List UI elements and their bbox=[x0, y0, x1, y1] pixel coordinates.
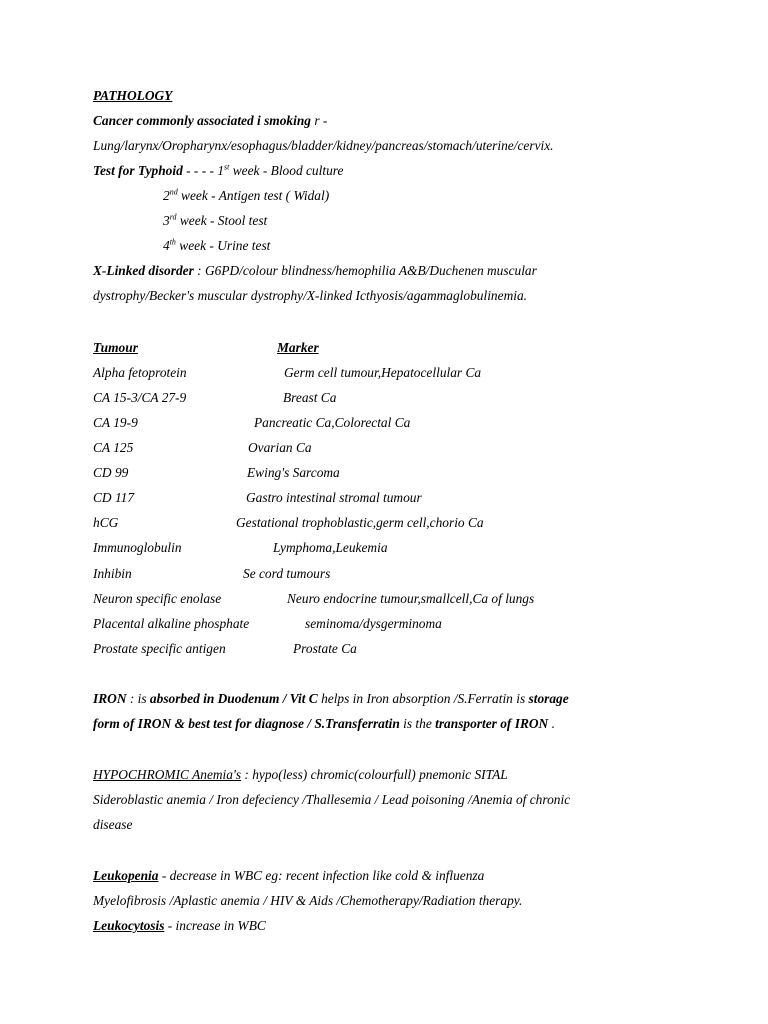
iron-text: is the bbox=[399, 716, 436, 731]
table-cell-marker: Alpha fetoprotein bbox=[93, 365, 187, 380]
typhoid-week-num: 1 bbox=[217, 163, 225, 178]
leukopenia-line bbox=[93, 868, 484, 884]
table-cell-tumour: Breast Ca bbox=[283, 390, 337, 405]
table-cell-tumour: Prostate Ca bbox=[293, 641, 357, 656]
leukopenia-rest: - decrease in WBC eg: recent infection like cold & influenza bbox=[158, 868, 485, 883]
table-cell-tumour: Ewing's Sarcoma bbox=[247, 465, 340, 480]
xlinked-line2: dystrophy/Becker's muscular dystrophy/X-linked Icthyosis/agammaglobulinemia. bbox=[93, 288, 528, 303]
typhoid-line bbox=[93, 163, 343, 179]
typhoid-week-num: 3 bbox=[163, 213, 170, 228]
xlinked-line1: : G6PD/colour blindness/hemophilia A&B/Duchenen muscular bbox=[193, 263, 537, 278]
iron-text: : is bbox=[126, 691, 150, 706]
typhoid-week-num: 4 bbox=[163, 238, 170, 253]
iron-bold-text: absorbed in Duodenum / Vit C bbox=[149, 691, 318, 706]
hypochromic-title: HYPOCHROMIC Anemia's bbox=[93, 767, 242, 782]
table-cell-marker: CA 19-9 bbox=[93, 415, 138, 430]
table-header-col1: Tumour bbox=[93, 340, 138, 355]
iron-line2 bbox=[93, 716, 555, 732]
table-cell-marker: Prostate specific antigen bbox=[93, 641, 226, 656]
typhoid-week-text: week - Blood culture bbox=[229, 163, 344, 178]
table-cell-marker: CA 125 bbox=[93, 440, 134, 455]
table-cell-tumour: Se cord tumours bbox=[243, 566, 331, 581]
leukocytosis-line bbox=[93, 918, 266, 934]
iron-line1 bbox=[93, 691, 569, 707]
hypochromic-rest: : hypo(less) chromic(colourfull) pnemonic SITAL bbox=[241, 767, 508, 782]
hypochromic-line bbox=[93, 767, 508, 783]
table-cell-tumour: Gastro intestinal stromal tumour bbox=[246, 490, 422, 505]
table-cell-tumour: Germ cell tumour,Hepatocellular Ca bbox=[284, 365, 482, 380]
heading: PATHOLOGY bbox=[93, 88, 173, 103]
typhoid-week-line bbox=[163, 238, 270, 254]
xlinked-title: X-Linked disorder bbox=[93, 263, 194, 278]
hypochromic-line2: Sideroblastic anemia / Iron defeciency /Thallesemia / Lead poisoning /Anemia of chronic bbox=[93, 792, 571, 807]
smoking-title-line bbox=[93, 113, 327, 129]
typhoid-week-sup: th bbox=[169, 237, 176, 247]
xlinked-line bbox=[93, 263, 537, 279]
typhoid-week-sup: nd bbox=[169, 187, 178, 197]
typhoid-title: Test for Typhoid bbox=[93, 163, 183, 178]
table-cell-tumour: Pancreatic Ca,Colorectal Ca bbox=[254, 415, 411, 430]
typhoid-week-num: 2 bbox=[163, 188, 170, 203]
leukopenia-title: Leukopenia bbox=[93, 868, 159, 883]
iron-text: . bbox=[548, 716, 555, 731]
typhoid-week-text: week - Antigen test ( Widal) bbox=[177, 188, 330, 203]
typhoid-dashes: - - - - bbox=[182, 163, 218, 178]
table-cell-tumour: Ovarian Ca bbox=[248, 440, 312, 455]
typhoid-week-line bbox=[163, 213, 267, 229]
typhoid-week-sup: st bbox=[224, 162, 230, 172]
leukocytosis-title: Leukocytosis bbox=[93, 918, 165, 933]
table-cell-marker: CD 117 bbox=[93, 490, 135, 505]
smoking-list: Lung/larynx/Oropharynx/esophagus/bladder/kidney/pancreas/stomach/uterine/cervix. bbox=[93, 138, 554, 153]
table-cell-marker: CA 15-3/CA 27-9 bbox=[93, 390, 187, 405]
table-cell-marker: CD 99 bbox=[93, 465, 129, 480]
table-cell-marker: Inhibin bbox=[93, 566, 132, 581]
table-header-col2: Marker bbox=[277, 340, 319, 355]
hypochromic-line3: disease bbox=[93, 817, 133, 832]
typhoid-week-text: week - Stool test bbox=[176, 213, 268, 228]
typhoid-week-text: week - Urine test bbox=[175, 238, 271, 253]
table-cell-tumour: Lymphoma,Leukemia bbox=[273, 540, 388, 555]
iron-bold-text: transporter of IRON bbox=[435, 716, 549, 731]
table-cell-marker: Placental alkaline phosphate bbox=[93, 616, 250, 631]
iron-text: helps in Iron absorption /S.Ferratin is bbox=[317, 691, 529, 706]
leukocytosis-rest: - increase in WBC bbox=[164, 918, 266, 933]
smoking-title: Cancer commonly associated i smoking bbox=[93, 113, 311, 128]
table-cell-marker: hCG bbox=[93, 515, 119, 530]
typhoid-week-line bbox=[163, 188, 329, 204]
smoking-suffix: r - bbox=[310, 113, 328, 128]
table-cell-tumour: Gestational trophoblastic,germ cell,chorio Ca bbox=[236, 515, 484, 530]
iron-bold-text: storage bbox=[528, 691, 569, 706]
iron-bold-text: form of IRON & best test for diagnose / S.Transferratin bbox=[93, 716, 400, 731]
table-cell-marker: Immunoglobulin bbox=[93, 540, 182, 555]
iron-title: IRON bbox=[93, 691, 127, 706]
table-cell-marker: Neuron specific enolase bbox=[93, 591, 222, 606]
leukopenia-line2: Myelofibrosis /Aplastic anemia / HIV & Aids /Chemotherapy/Radiation therapy. bbox=[93, 893, 523, 908]
table-cell-tumour: seminoma/dysgerminoma bbox=[305, 616, 442, 631]
table-cell-tumour: Neuro endocrine tumour,smallcell,Ca of lungs bbox=[287, 591, 535, 606]
typhoid-week-sup: rd bbox=[169, 212, 177, 222]
